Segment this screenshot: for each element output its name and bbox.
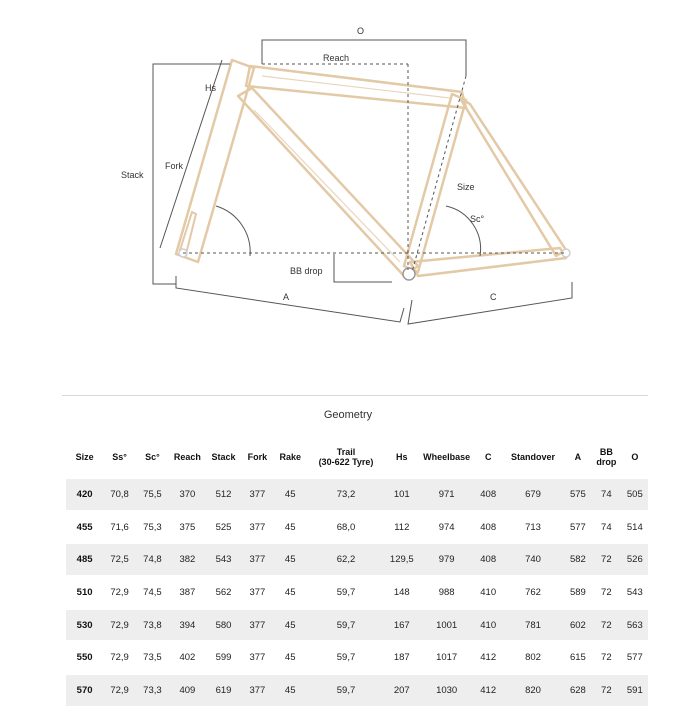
table-cell: 408 <box>475 478 501 511</box>
table-cell: 394 <box>169 609 206 642</box>
table-cell: 619 <box>206 674 241 706</box>
col-header-trail <box>307 437 386 478</box>
table-cell: 525 <box>206 511 241 544</box>
size-cell: 550 <box>66 641 103 674</box>
table-cell: 59,7 <box>307 576 386 609</box>
table-cell: 45 <box>274 674 307 706</box>
table-cell: 1030 <box>418 674 475 706</box>
table-cell: 72,9 <box>103 674 136 706</box>
table-cell: 591 <box>622 674 648 706</box>
table-cell: 75,3 <box>136 511 169 544</box>
table-cell: 45 <box>274 641 307 674</box>
table-row <box>66 478 648 511</box>
table-cell: 408 <box>475 543 501 576</box>
table-cell: 577 <box>622 641 648 674</box>
table-cell: 71,6 <box>103 511 136 544</box>
table-cell: 72,9 <box>103 576 136 609</box>
table-cell: 72 <box>591 543 622 576</box>
col-header: O <box>631 452 639 462</box>
label-stack: Stack <box>121 170 144 180</box>
table-cell: 74,5 <box>136 576 169 609</box>
table-cell: 72 <box>591 641 622 674</box>
label-o: O <box>357 26 365 36</box>
table-cell: 514 <box>622 511 648 544</box>
col-header: C <box>484 452 492 462</box>
table-body <box>66 478 648 706</box>
table-cell: 73,3 <box>136 674 169 706</box>
size-cell: 485 <box>66 543 103 576</box>
table-cell: 408 <box>475 511 501 544</box>
table-cell: 589 <box>565 576 591 609</box>
table-cell: 713 <box>501 511 564 544</box>
col-header: Stack <box>211 452 236 462</box>
bottom-bracket <box>403 268 415 280</box>
table-row <box>66 641 648 674</box>
bike-frame-outline <box>176 60 566 276</box>
table-cell: 129,5 <box>385 543 418 576</box>
col-header-bb-line2: drop <box>596 457 617 467</box>
table-cell: 580 <box>206 609 241 642</box>
col-header: Ss° <box>112 452 127 462</box>
table-cell: 148 <box>385 576 418 609</box>
table-cell: 377 <box>241 543 274 576</box>
table-cell: 582 <box>565 543 591 576</box>
table-cell: 377 <box>241 511 274 544</box>
table-cell: 543 <box>622 576 648 609</box>
table-cell: 75,5 <box>136 478 169 511</box>
table-row <box>66 511 648 544</box>
col-header-bb-drop <box>591 437 622 478</box>
col-header-bb-line1: BB <box>599 447 613 457</box>
table-cell: 112 <box>385 511 418 544</box>
table-cell: 377 <box>241 609 274 642</box>
table-cell: 377 <box>241 674 274 706</box>
table-cell: 74 <box>591 478 622 511</box>
table-cell: 382 <box>169 543 206 576</box>
size-cell: 510 <box>66 576 103 609</box>
label-a: A <box>283 292 290 302</box>
table-cell: 512 <box>206 478 241 511</box>
table-cell: 412 <box>475 674 501 706</box>
table-row <box>66 543 648 576</box>
table-cell: 68,0 <box>307 511 386 544</box>
table-cell: 375 <box>169 511 206 544</box>
table-cell: 45 <box>274 576 307 609</box>
label-c: C <box>490 292 497 302</box>
table-cell: 1001 <box>418 609 475 642</box>
table-cell: 73,2 <box>307 478 386 511</box>
table-cell: 207 <box>385 674 418 706</box>
table-cell: 562 <box>206 576 241 609</box>
table-cell: 410 <box>475 576 501 609</box>
table-cell: 45 <box>274 511 307 544</box>
table-cell: 377 <box>241 576 274 609</box>
table-cell: 377 <box>241 641 274 674</box>
table-cell: 412 <box>475 641 501 674</box>
table-cell: 410 <box>475 609 501 642</box>
table-cell: 563 <box>622 609 648 642</box>
table-cell: 988 <box>418 576 475 609</box>
label-fork: Fork <box>165 161 183 171</box>
col-header-trail-line2: (30-622 Tyre) <box>318 457 374 467</box>
table-cell: 70,8 <box>103 478 136 511</box>
table-cell: 74,8 <box>136 543 169 576</box>
table-cell: 979 <box>418 543 475 576</box>
table-cell: 974 <box>418 511 475 544</box>
table-cell: 72 <box>591 609 622 642</box>
table-cell: 971 <box>418 478 475 511</box>
size-cell: 530 <box>66 609 103 642</box>
table-cell: 167 <box>385 609 418 642</box>
col-header: Reach <box>173 452 201 462</box>
table-cell: 377 <box>241 478 274 511</box>
table-cell: 72,9 <box>103 641 136 674</box>
table-row <box>66 674 648 706</box>
table-cell: 543 <box>206 543 241 576</box>
table-cell: 1017 <box>418 641 475 674</box>
table-row <box>66 609 648 642</box>
table-cell: 59,7 <box>307 609 386 642</box>
size-cell: 570 <box>66 674 103 706</box>
table-cell: 73,8 <box>136 609 169 642</box>
table-row <box>66 576 648 609</box>
table-cell: 187 <box>385 641 418 674</box>
col-header: Hs <box>396 452 408 462</box>
section-divider <box>62 395 648 396</box>
table-cell: 575 <box>565 478 591 511</box>
table-cell: 679 <box>501 478 564 511</box>
table-cell: 599 <box>206 641 241 674</box>
table-cell: 402 <box>169 641 206 674</box>
table-cell: 409 <box>169 674 206 706</box>
col-header: Size <box>75 452 94 462</box>
table-cell: 45 <box>274 543 307 576</box>
table-cell: 615 <box>565 641 591 674</box>
col-header-trail-line1: Trail <box>336 447 356 457</box>
frame-geometry-diagram <box>0 0 696 340</box>
table-cell: 101 <box>385 478 418 511</box>
table-cell: 505 <box>622 478 648 511</box>
geometry-table <box>66 437 648 706</box>
label-hs: Hs <box>205 83 216 93</box>
col-header: Standover <box>511 452 556 462</box>
table-cell: 45 <box>274 609 307 642</box>
table-cell: 62,2 <box>307 543 386 576</box>
table-title: Geometry <box>323 409 373 421</box>
table-cell: 45 <box>274 478 307 511</box>
table-cell: 72,5 <box>103 543 136 576</box>
table-cell: 387 <box>169 576 206 609</box>
table-cell: 72 <box>591 674 622 706</box>
table-cell: 802 <box>501 641 564 674</box>
table-cell: 59,7 <box>307 641 386 674</box>
table-cell: 577 <box>565 511 591 544</box>
table-cell: 72,9 <box>103 609 136 642</box>
table-cell: 628 <box>565 674 591 706</box>
table-cell: 820 <box>501 674 564 706</box>
size-cell: 455 <box>66 511 103 544</box>
table-cell: 72 <box>591 576 622 609</box>
col-header: Rake <box>279 452 301 462</box>
table-cell: 370 <box>169 478 206 511</box>
label-sc: Sc° <box>470 214 485 224</box>
col-header: Sc° <box>145 452 160 462</box>
col-header: Fork <box>247 452 268 462</box>
table-header-row <box>66 437 648 478</box>
label-size: Size <box>457 182 475 192</box>
label-reach: Reach <box>323 53 350 63</box>
table-cell: 73,5 <box>136 641 169 674</box>
table-cell: 59,7 <box>307 674 386 706</box>
table-cell: 74 <box>591 511 622 544</box>
col-header: Wheelbase <box>423 452 471 462</box>
size-cell: 420 <box>66 478 103 511</box>
table-cell: 602 <box>565 609 591 642</box>
table-cell: 526 <box>622 543 648 576</box>
label-bb-drop: BB drop <box>290 266 323 276</box>
table-cell: 781 <box>501 609 564 642</box>
col-header: A <box>574 452 582 462</box>
table-cell: 740 <box>501 543 564 576</box>
table-cell: 762 <box>501 576 564 609</box>
